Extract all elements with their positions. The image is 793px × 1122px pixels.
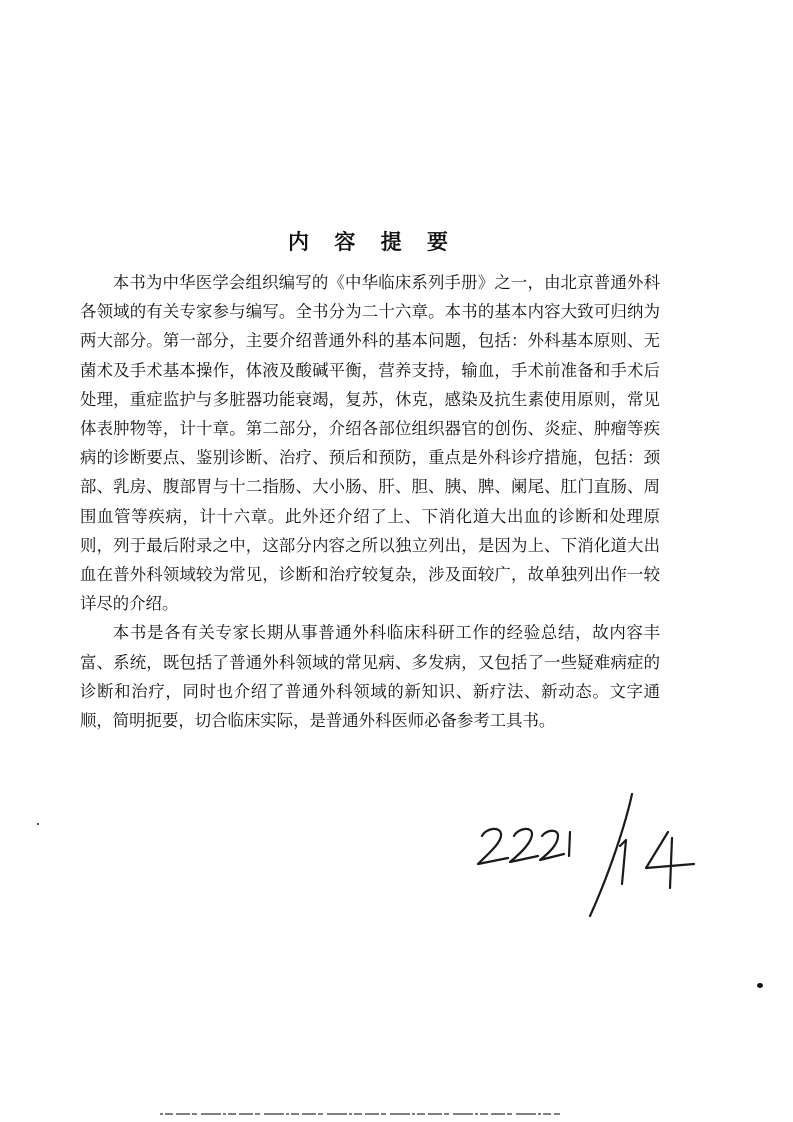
summary-body [80, 268, 660, 735]
page-title: 内 容 提 要 [288, 230, 457, 255]
scan-speck [37, 823, 39, 825]
summary-paragraph-2: 本书是各有关专家长期从事普通外科临床科研工作的经验总结，故内容丰富、系统，既包括了普通外科领域的常见病、多发病，又包括了一些疑难病症的诊断和治疗，同时也介绍了普通外科领域的新知识、新疗法、新动态。文字通顺，简明扼要，切合临床实际，是普通外科医师必备参考工具书。 [80, 623, 660, 731]
handwritten-catalog-number [470, 792, 710, 922]
summary-paragraph-1: 本书为中华医学会组织编写的《中华临床系列手册》之一，由北京普通外科各领域的有关专家参与编写。全书分为二十六章。本书的基本内容大致可归纳为两大部分。第一部分，主要介绍普通外科的基本问题，包括：外科基本原则、无菌术及手术基本操作，体液及酸碱平衡，营养支持，输血，手术前准备和手术后处理，重症监护与多脏器功能衰竭，复苏，休克，感染及抗生素使用原则，常见体表肿物等，计十章。第二部分，介绍各部位组织器官的创伤、炎症、肿瘤等疾病的诊断要点、鉴别诊断、治疗、预后和预防，重点是外科诊疗措施，包括：颈部、乳房、腹部胃与十二指肠、大小肠、肝、胆、胰、脾、阑尾、肛门直肠、周围血管等疾病，计十六章。此外还介绍了上、下消化道大出血的诊断和处理原则，列于最后附录之中，这部分内容之所以独立列出，是因为上、下消化道大出血在普外科领域较为常见，诊断和治疗较复杂，涉及面较广，故单独列出作一较详尽的介绍。 [80, 273, 660, 614]
ink-dot [757, 983, 763, 988]
scan-edge-artifact [160, 1112, 560, 1116]
